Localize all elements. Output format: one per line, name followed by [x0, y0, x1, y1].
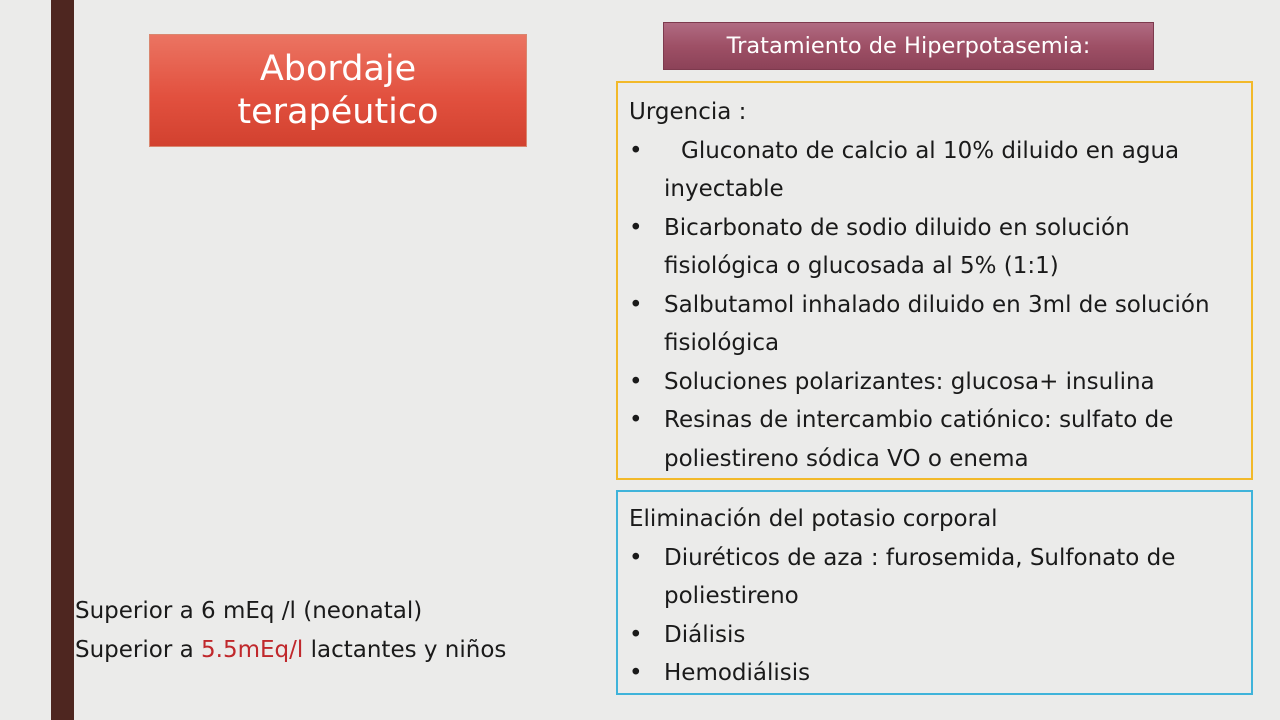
- bullet-icon: •: [629, 660, 643, 686]
- bullet-icon: •: [629, 368, 643, 395]
- bullet-icon: •: [629, 291, 643, 318]
- bullet-icon: •: [629, 621, 643, 648]
- bullet-icon: •: [629, 214, 643, 241]
- list-item: [629, 654, 1243, 693]
- eliminacion-item-1: Diálisis: [664, 621, 746, 648]
- eliminacion-box: [616, 490, 1253, 695]
- side-accent-bar: [51, 0, 74, 720]
- list-item: [629, 209, 1243, 286]
- list-item: [629, 132, 1243, 209]
- note-suffix: lactantes y niños: [303, 637, 507, 663]
- note-prefix: Superior a: [75, 637, 202, 663]
- urgencia-item-4: Resinas de intercambio catiónico: sulfato de poliestireno sódica VO o enema: [664, 407, 1174, 472]
- list-item-text: [664, 138, 1179, 203]
- urgencia-box: [616, 81, 1253, 480]
- bullet-icon: •: [629, 544, 643, 571]
- urgencia-item-2: Salbutamol inhalado diluido en 3ml de solución fisiológica: [664, 291, 1210, 356]
- urgencia-item-0: Gluconato de calcio al 10% diluido en agua inyectable: [664, 137, 1180, 202]
- list-item: [629, 363, 1243, 402]
- potassium-threshold-note: [75, 592, 545, 670]
- urgencia-heading: Urgencia :: [629, 99, 747, 125]
- bullet-icon: •: [629, 137, 643, 164]
- section-header-text: Tratamiento de Hiperpotasemia:: [726, 33, 1091, 59]
- eliminacion-item-0: Diuréticos de aza : furosemida, Sulfonato de poliestireno: [664, 544, 1176, 609]
- list-item: [629, 401, 1243, 478]
- urgencia-list: [629, 132, 1243, 479]
- list-item: [629, 286, 1243, 363]
- urgencia-item-1: Bicarbonato de sodio diluido en solución fisiológica o glucosada al 5% (1:1): [664, 214, 1130, 279]
- eliminacion-heading: Eliminación del potasio corporal: [629, 506, 998, 532]
- note-highlight-value: 5.5mEq/l: [201, 637, 304, 663]
- note-line-neonatal: Superior a 6 mEq /l (neonatal): [75, 598, 423, 624]
- bullet-icon: •: [629, 407, 643, 433]
- eliminacion-item-2: Hemodiálisis: [664, 660, 811, 686]
- note-line-lactantes: [75, 631, 545, 670]
- list-item: [629, 616, 1243, 655]
- slide-title-box: [149, 34, 527, 147]
- list-item: [629, 539, 1243, 616]
- eliminacion-list: [629, 539, 1243, 693]
- urgencia-item-3: Soluciones polarizantes: glucosa+ insulina: [664, 368, 1155, 395]
- slide-title: Abordaje terapéutico: [237, 48, 439, 132]
- section-header: [663, 22, 1154, 70]
